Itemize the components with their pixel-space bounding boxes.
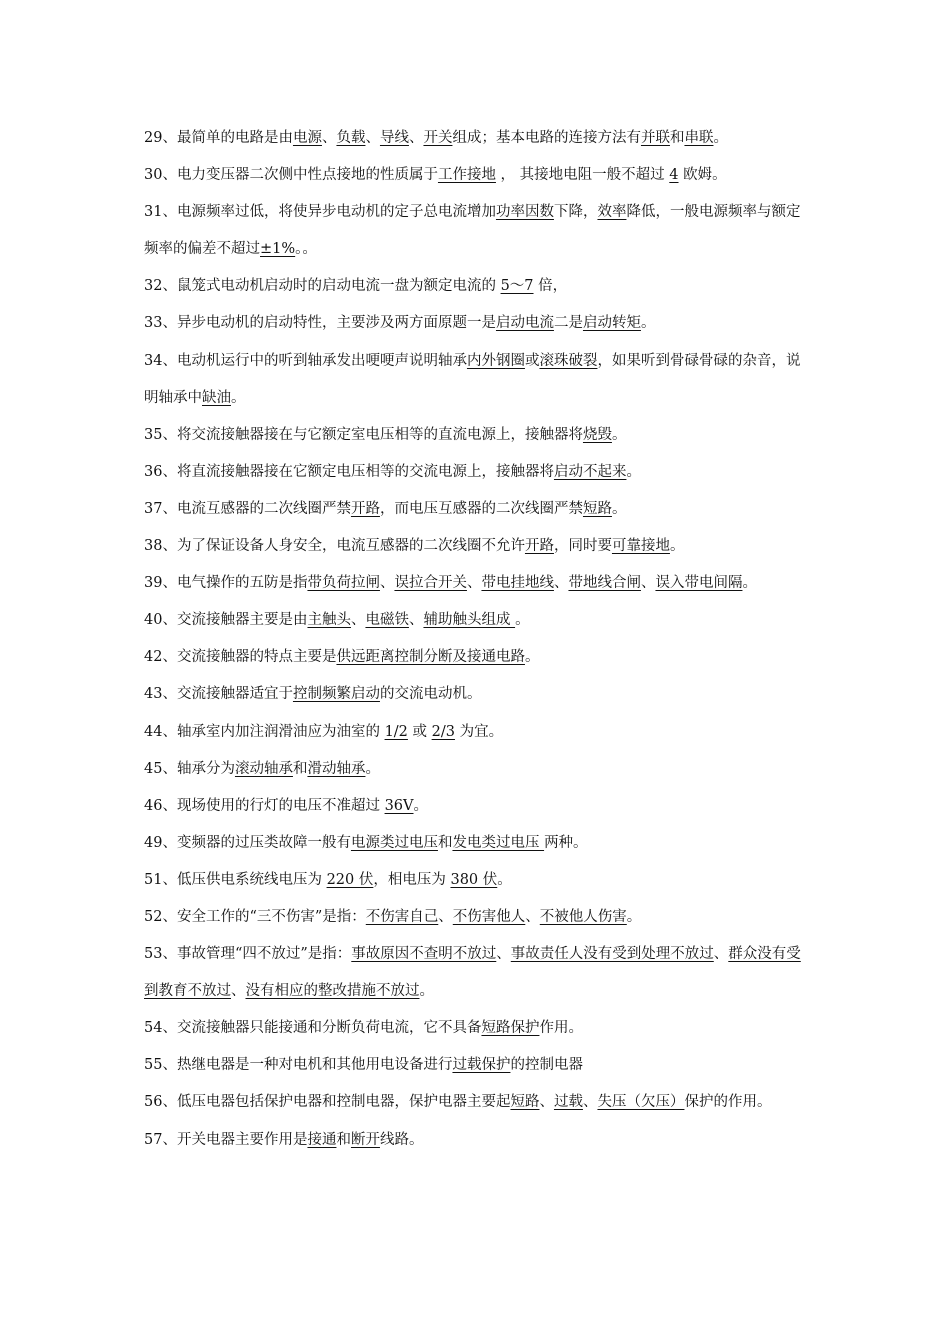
- answer-blank: 负载: [336, 130, 366, 146]
- question-text: 51、低压供电系统线电压为: [144, 871, 327, 888]
- answer-blank: 控制频繁启动: [292, 686, 380, 703]
- question-item: [144, 825, 812, 862]
- answer-blank: 串联: [684, 130, 714, 146]
- answer-blank: 电源: [292, 130, 322, 146]
- question-text: 35、将交流接触器接在与它额定室电压相等的直流电源上，接触器将: [144, 426, 583, 443]
- answer-blank: 误拉合开关: [394, 575, 467, 592]
- question-item: [144, 639, 812, 676]
- question-text: 。: [626, 463, 641, 480]
- question-text: 。: [413, 797, 428, 814]
- question-item: [144, 936, 812, 1010]
- question-text: ，相电压为: [373, 871, 451, 888]
- question-text: 和: [336, 1131, 351, 1148]
- question-text: 。: [611, 426, 627, 443]
- answer-blank: 启动转矩: [582, 315, 641, 332]
- question-item: [144, 565, 812, 602]
- answer-blank: 4: [669, 167, 679, 184]
- question-text: 组成；基本电路的连接方法有: [452, 130, 641, 146]
- question-text: 。: [640, 315, 656, 332]
- question-text: 、: [350, 612, 366, 629]
- question-text: 两种。: [544, 834, 588, 851]
- question-text: 、: [408, 612, 424, 629]
- question-text: 。: [524, 649, 540, 666]
- answer-blank: 1/2: [384, 723, 408, 740]
- answer-blank: 36V: [384, 797, 414, 814]
- answer-blank: 不伤害他人: [452, 908, 526, 925]
- question-item: [144, 1010, 812, 1047]
- answer-blank: 接通: [307, 1131, 337, 1148]
- question-text: 和: [292, 760, 308, 777]
- answer-blank: 失压（欠压）: [597, 1094, 685, 1111]
- question-text: 36、将直流接触器接在它额定电压相等的交流电源上，接触器将: [144, 463, 554, 480]
- answer-blank: 可靠接地: [611, 538, 670, 555]
- question-text: 53、事故管理“四不放过”是指：: [144, 946, 352, 963]
- question-text: 欧姆。: [678, 167, 727, 184]
- answer-blank: 带电挂地线: [481, 575, 554, 592]
- question-item: [144, 194, 812, 268]
- answer-blank: 带负荷拉闸: [307, 575, 380, 592]
- question-item: [144, 899, 812, 936]
- answer-blank: 滚动轴承: [234, 760, 293, 777]
- question-text: 。: [669, 538, 685, 555]
- question-text: 32、鼠笼式电动机启动时的启动电流一盘为额定电流的: [144, 278, 501, 295]
- question-text: 29、最简单的电路是由: [144, 130, 293, 146]
- question-item: [144, 714, 812, 751]
- question-text: 、: [553, 575, 569, 592]
- answer-blank: 效率: [597, 204, 627, 221]
- question-text: 、: [466, 575, 482, 592]
- answer-blank: 2/3: [431, 723, 455, 740]
- question-item: [144, 305, 812, 342]
- answer-blank: 辅助触头组成: [423, 612, 516, 629]
- answer-blank: 短路: [510, 1094, 540, 1111]
- answer-blank: 主触头: [307, 612, 351, 629]
- question-item: [144, 454, 812, 491]
- question-text: 。: [713, 130, 728, 146]
- question-text: 。: [365, 760, 380, 777]
- question-list: [144, 120, 812, 1159]
- answer-blank: 过载: [553, 1094, 583, 1111]
- answer-blank: 功率因数: [495, 204, 554, 221]
- answer-blank: 事故原因不查明不放过: [351, 946, 497, 963]
- answer-blank: 5～7: [500, 278, 534, 295]
- answer-blank: 工作接地: [437, 167, 496, 184]
- question-item: [144, 1047, 812, 1084]
- question-text: 、: [438, 908, 453, 925]
- question-item: [144, 528, 812, 565]
- answer-blank: 带地线合闸: [568, 575, 641, 592]
- question-text: 。: [497, 871, 512, 888]
- question-item: [144, 268, 812, 305]
- question-item: [144, 751, 812, 788]
- question-item: [144, 676, 812, 713]
- question-text: 49、变频器的过压类故障一般有: [144, 834, 351, 851]
- answer-blank: 短路: [582, 500, 612, 517]
- question-text: 倍，: [533, 278, 568, 295]
- question-text: 、: [525, 908, 540, 925]
- question-text: ，而电压互感器的二次线圈严禁: [379, 500, 583, 517]
- question-text: ，同时要: [553, 538, 612, 555]
- question-text: 和: [669, 130, 685, 146]
- question-text: 。: [231, 389, 246, 406]
- question-text: 降低，一般电源频率与额定频率的偏差不超过: [144, 204, 801, 258]
- question-text: 、: [713, 946, 729, 963]
- answer-blank: 220 伏: [326, 871, 374, 888]
- question-text: 37、电流互感器的二次线圈严禁: [144, 500, 351, 517]
- question-item: [144, 157, 812, 194]
- answer-blank: 发电类过电压: [452, 834, 545, 851]
- question-text: 30、电力变压器二次侧中性点接地的性质属于: [144, 167, 438, 184]
- answer-blank: 电源类过电压: [350, 834, 438, 851]
- question-item: [144, 417, 812, 454]
- question-text: 38、为了保证设备人身安全，电流互感器的二次线圈不允许: [144, 538, 525, 555]
- question-text: 。。: [295, 241, 317, 258]
- question-text: 、: [640, 575, 656, 592]
- answer-blank: 并联: [640, 130, 670, 146]
- question-text: 线路。: [379, 1131, 424, 1148]
- answer-blank: 380 伏: [450, 871, 498, 888]
- answer-blank: 滑动轴承: [307, 760, 366, 777]
- answer-blank: 滚珠破裂: [539, 352, 598, 369]
- question-text: 或: [407, 723, 432, 740]
- question-text: ， 其接地电阻一般不超过: [495, 167, 670, 184]
- question-text: 。: [742, 575, 757, 592]
- question-text: 或: [524, 352, 540, 369]
- question-text: 46、现场使用的行灯的电压不准超过: [144, 797, 385, 814]
- question-text: 、: [365, 130, 380, 146]
- answer-blank: 不被他人伤害: [539, 908, 627, 925]
- question-text: 下降，: [553, 204, 598, 221]
- answer-blank: 没有相应的整改措施不放过: [245, 983, 420, 1000]
- answer-blank: 导线: [379, 130, 409, 146]
- answer-blank: 过载保护: [452, 1057, 511, 1074]
- question-text: 、: [582, 1094, 598, 1111]
- answer-blank: 断开: [350, 1131, 380, 1148]
- question-text: 40、交流接触器主要是由: [144, 612, 308, 629]
- question-text: 和: [437, 834, 453, 851]
- question-text: 57、开关电器主要作用是: [144, 1131, 308, 1148]
- question-item: [144, 1084, 812, 1121]
- question-text: 56、低压电器包括保护电器和控制电器，保护电器主要起: [144, 1094, 511, 1111]
- question-text: 。: [626, 908, 642, 925]
- answer-blank: 启动电流: [495, 315, 554, 332]
- answer-blank: 短路保护: [481, 1020, 540, 1037]
- question-text: 、: [321, 130, 337, 146]
- question-item: [144, 602, 812, 639]
- question-text: 31、电源频率过低，将使异步电动机的定子总电流增加: [144, 204, 496, 221]
- question-text: 33、异步电动机的启动特性，主要涉及两方面原题一是: [144, 315, 496, 332]
- question-text: 、: [539, 1094, 554, 1111]
- question-text: 34、电动机运行中的听到轴承发出哽哽声说明轴承: [144, 352, 467, 369]
- question-text: 保护的作用。: [684, 1094, 772, 1111]
- answer-blank: 群众没有受到教育不放过: [144, 946, 801, 1000]
- question-item: [144, 862, 812, 899]
- question-text: 54、交流接触器只能接通和分断负荷电流，它不具备: [144, 1020, 482, 1037]
- question-text: 52、安全工作的“三不伤害”是指：: [144, 908, 366, 925]
- question-text: 55、热继电器是一种对电机和其他用电设备进行: [144, 1057, 453, 1074]
- answer-blank: 启动不起来: [553, 463, 627, 480]
- question-item: [144, 343, 812, 417]
- question-text: 45、轴承分为: [144, 760, 235, 777]
- question-text: 。: [419, 983, 434, 1000]
- question-text: 、: [379, 575, 395, 592]
- answer-blank: 烧毁: [582, 426, 612, 443]
- question-text: 、: [496, 946, 511, 963]
- question-item: [144, 491, 812, 528]
- question-text: 、: [408, 130, 424, 146]
- question-text: 43、交流接触器适宜于: [144, 686, 293, 703]
- question-text: 的交流电动机。: [379, 686, 482, 703]
- answer-blank: 事故责任人没有受到处理不放过: [510, 946, 714, 963]
- answer-blank: 开关: [423, 130, 453, 146]
- question-text: 42、交流接触器的特点主要是: [144, 649, 337, 666]
- question-text: 。: [611, 500, 627, 517]
- answer-blank: 内外钢圈: [466, 352, 525, 369]
- question-text: 的控制电器: [510, 1057, 583, 1074]
- question-text: 为宜。: [454, 723, 504, 740]
- question-text: 39、电气操作的五防是指: [144, 575, 308, 592]
- answer-blank: 供远距离控制分断及接通电路: [336, 649, 525, 666]
- question-text: 、: [231, 983, 246, 1000]
- answer-blank: 误入带电间隔: [655, 575, 743, 592]
- answer-blank: 开路: [524, 538, 554, 555]
- question-text: ，如果听到骨碌骨碌的杂音，说明轴承中: [144, 352, 801, 406]
- answer-blank: 电磁铁: [365, 612, 409, 629]
- answer-blank: 开路: [350, 500, 380, 517]
- answer-blank: 不伤害自己: [365, 908, 439, 925]
- question-item: [144, 120, 812, 157]
- question-text: 44、轴承室内加注润滑油应为油室的: [144, 723, 385, 740]
- answer-blank: 缺油: [202, 389, 231, 406]
- question-text: 二是: [553, 315, 583, 332]
- question-item: [144, 1122, 812, 1159]
- question-item: [144, 788, 812, 825]
- question-text: 。: [515, 612, 530, 629]
- question-text: 作用。: [539, 1020, 583, 1037]
- answer-blank: ±1%: [260, 241, 296, 258]
